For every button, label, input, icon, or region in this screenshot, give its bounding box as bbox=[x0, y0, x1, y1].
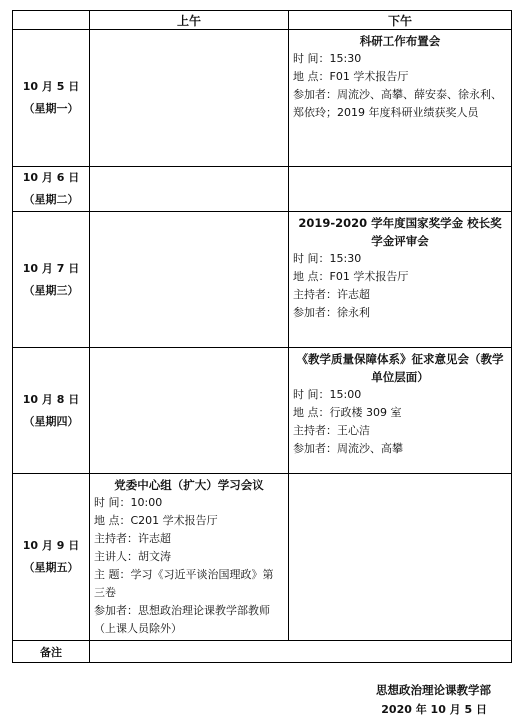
event-detail-line: 时 间：10:00 bbox=[94, 496, 163, 509]
header-afternoon: 下午 bbox=[289, 11, 512, 30]
event-detail-line: 参加者：周流沙、高攀 bbox=[293, 442, 403, 455]
note-label: 备注 bbox=[13, 641, 90, 663]
header-row bbox=[13, 11, 512, 30]
afternoon-cell bbox=[289, 474, 512, 641]
afternoon-cell bbox=[289, 348, 512, 474]
date-cell bbox=[13, 212, 90, 348]
event-block bbox=[90, 474, 288, 640]
event-block bbox=[289, 212, 511, 324]
event-detail-line: 参加者：思想政治理论课教学部教师（上课人员除外） bbox=[94, 604, 270, 635]
event-detail-line: 参加者：周流沙、高攀、薛安泰、徐永利、郑依玲；2019 年度科研业绩获奖人员 bbox=[293, 88, 502, 119]
event-title: 《教学质量保障体系》征求意见会（教学单位层面） bbox=[296, 352, 504, 384]
morning-cell bbox=[90, 30, 289, 167]
schedule-row bbox=[13, 474, 512, 641]
event-detail-line: 主 题：学习《习近平谈治国理政》第三卷 bbox=[94, 568, 274, 599]
event-detail-line: 主讲人：胡文涛 bbox=[94, 550, 171, 563]
weekly-schedule-table bbox=[12, 10, 512, 663]
event-detail-line: 主持者：王心洁 bbox=[293, 424, 370, 437]
event-title: 党委中心组（扩大）学习会议 bbox=[114, 478, 264, 492]
date-text: 10 月 8 日 bbox=[22, 392, 80, 406]
header-blank bbox=[13, 11, 90, 30]
weekday-text: （星期五） bbox=[23, 561, 79, 574]
event-block bbox=[289, 30, 511, 124]
event-detail-line: 主持者：许志超 bbox=[293, 288, 370, 301]
date-text: 10 月 7 日 bbox=[22, 261, 80, 275]
morning-cell bbox=[90, 474, 289, 641]
schedule-row bbox=[13, 30, 512, 167]
event-detail-line: 时 间：15:00 bbox=[293, 388, 362, 401]
note-row bbox=[13, 641, 512, 663]
date-text: 10 月 9 日 bbox=[22, 539, 80, 552]
event-detail-line: 地 点：F01 学术报告厅 bbox=[293, 270, 409, 283]
afternoon-cell bbox=[289, 30, 512, 167]
morning-cell bbox=[90, 212, 289, 348]
afternoon-cell bbox=[289, 212, 512, 348]
event-detail-line: 参加者：徐永利 bbox=[293, 306, 370, 319]
morning-cell bbox=[90, 167, 289, 212]
event-detail-line: 时 间：15:30 bbox=[293, 252, 362, 265]
event-title: 科研工作布置会 bbox=[359, 34, 441, 48]
event-detail-line: 时 间：15:30 bbox=[293, 52, 362, 65]
footer-date: 2020 年 10 月 5 日 bbox=[381, 703, 487, 716]
event-detail-line: 地 点：行政楼 309 室 bbox=[293, 406, 402, 419]
weekday-text: （星期一） bbox=[23, 102, 79, 115]
date-text: 10 月 5 日 bbox=[22, 80, 80, 93]
event-detail-line: 地 点：C201 学术报告厅 bbox=[94, 514, 218, 527]
date-cell bbox=[13, 167, 90, 212]
event-detail-line: 地 点：F01 学术报告厅 bbox=[293, 70, 409, 83]
event-title: 2019-2020 学年度国家奖学金 校长奖学金评审会 bbox=[298, 216, 502, 248]
weekday-text: （星期二） bbox=[23, 193, 79, 206]
footer-organization: 思想政治理论课教学部 bbox=[376, 683, 491, 697]
morning-cell bbox=[90, 348, 289, 474]
event-detail-line: 主持者：许志超 bbox=[94, 532, 171, 545]
schedule-row bbox=[13, 167, 512, 212]
date-cell bbox=[13, 474, 90, 641]
schedule-row bbox=[13, 212, 512, 348]
date-cell bbox=[13, 30, 90, 167]
header-morning: 上午 bbox=[90, 11, 289, 30]
event-block bbox=[289, 348, 511, 460]
date-cell bbox=[13, 348, 90, 474]
note-content bbox=[90, 641, 512, 663]
afternoon-cell bbox=[289, 167, 512, 212]
schedule-row bbox=[13, 348, 512, 474]
date-text: 10 月 6 日 bbox=[22, 171, 80, 184]
weekday-text: （星期四） bbox=[23, 414, 79, 428]
weekday-text: （星期三） bbox=[23, 283, 79, 297]
